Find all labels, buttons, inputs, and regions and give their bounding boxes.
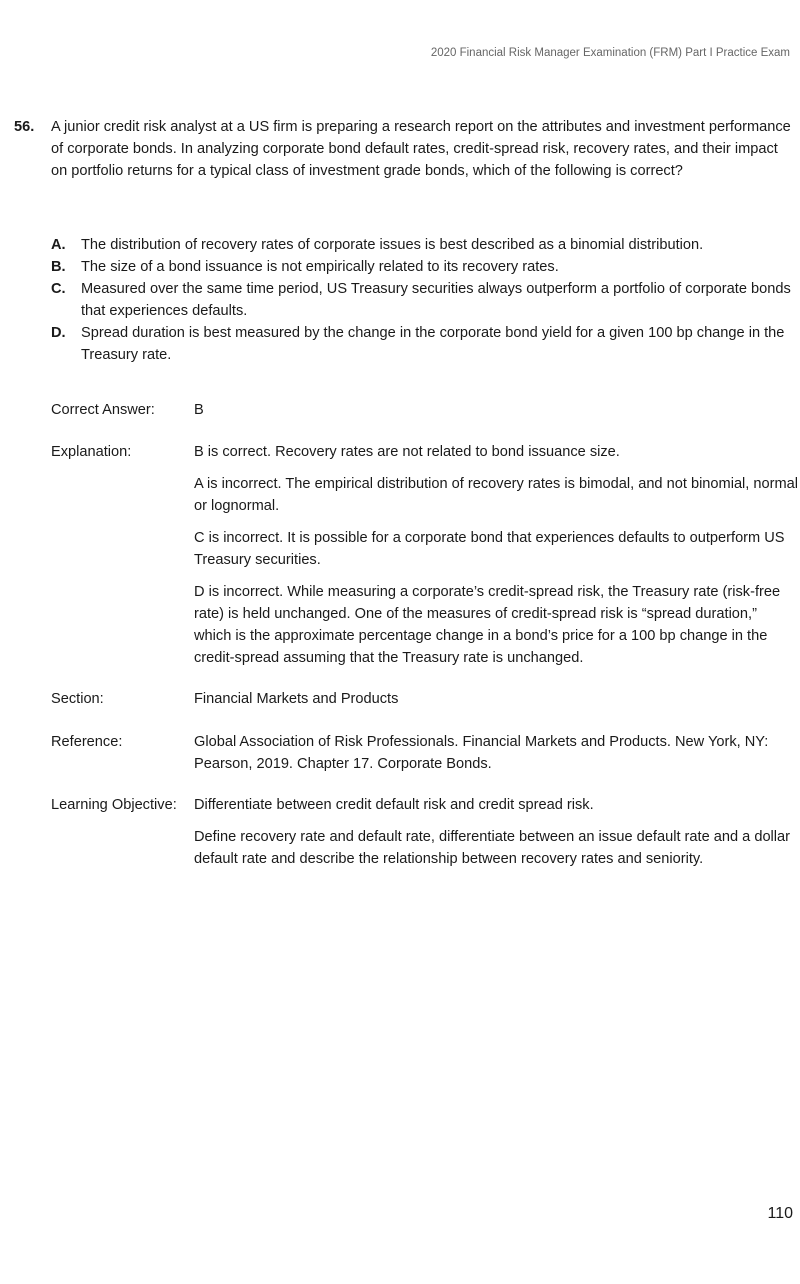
correct-answer-label: Correct Answer: [51,402,155,418]
explanation-paragraph: A is incorrect. The empirical distribution of recovery rates is bimodal, and not binomial, normal or lognormal. [194,476,799,514]
option-text: The distribution of recovery rates of corporate issues is best described as a binomial distribution. [81,237,704,253]
option-letter: C. [51,281,66,297]
learning-objective-paragraph: Define recovery rate and default rate, differentiate between an issue default rate and a dollar default rate and describe the relationship between recovery rates and seniority. [194,829,791,867]
explanation-paragraph: B is correct. Recovery rates are not related to bond issuance size. [194,444,620,460]
explanation-body [194,441,798,669]
question-text: A junior credit risk analyst at a US firm is preparing a research report on the attributes and investment performance of corporate bonds. In analyzing corporate bond default rates, credit-spread risk, recovery rates, and their impact on portfolio returns for a typical class of investment grade bonds, which of the following is correct? [51,119,791,179]
question-number: 56. [14,119,35,135]
option-a [51,234,798,256]
explanation-paragraph: C is incorrect. It is possible for a corporate bond that experiences defaults to outperform US Treasury securities. [194,530,785,568]
learning-objective-label: Learning Objective: [51,797,177,813]
reference-row [51,731,798,775]
explanation-label: Explanation: [51,444,132,460]
learning-objective-row [51,794,798,870]
question-block [14,116,798,182]
learning-objective-paragraph: Differentiate between credit default risk and credit spread risk. [194,797,594,813]
reference-label: Reference: [51,734,123,750]
correct-answer-row [51,399,798,421]
option-text: Measured over the same time period, US Treasury securities always outperform a portfolio of corporate bonds that experiences defaults. [81,281,791,319]
page-number: 110 [767,1205,793,1222]
option-text: The size of a bond issuance is not empirically related to its recovery rates. [81,259,559,275]
answer-options [51,234,798,366]
option-d [51,322,798,366]
learning-objective-body [194,794,798,870]
section-row [51,688,798,710]
option-letter: D. [51,325,66,341]
option-text: Spread duration is best measured by the change in the corporate bond yield for a given 100 bp change in the Treasury rate. [81,325,785,363]
option-c [51,278,798,322]
option-b [51,256,798,278]
explanation-paragraph: D is incorrect. While measuring a corporate’s credit-spread risk, the Treasury rate (risk-free rate) is held unchanged. One of the measures of credit-spread risk is “spread duration,” which is the approximate percentage change in a bond’s price for a 100 bp change in the credit-spread assuming that the Treasury rate is unchanged. [194,584,781,666]
explanation-row [51,441,798,669]
section-label: Section: [51,691,104,707]
reference-value: Global Association of Risk Professionals. Financial Markets and Products. New York, NY: Pearson, 2019. Chapter 17. Corporate Bonds. [194,734,769,772]
page-header: 2020 Financial Risk Manager Examination (FRM) Part I Practice Exam [430,47,790,59]
correct-answer-value: B [194,402,204,418]
section-value: Financial Markets and Products [194,691,399,707]
option-letter: A. [51,237,66,253]
option-letter: B. [51,259,66,275]
